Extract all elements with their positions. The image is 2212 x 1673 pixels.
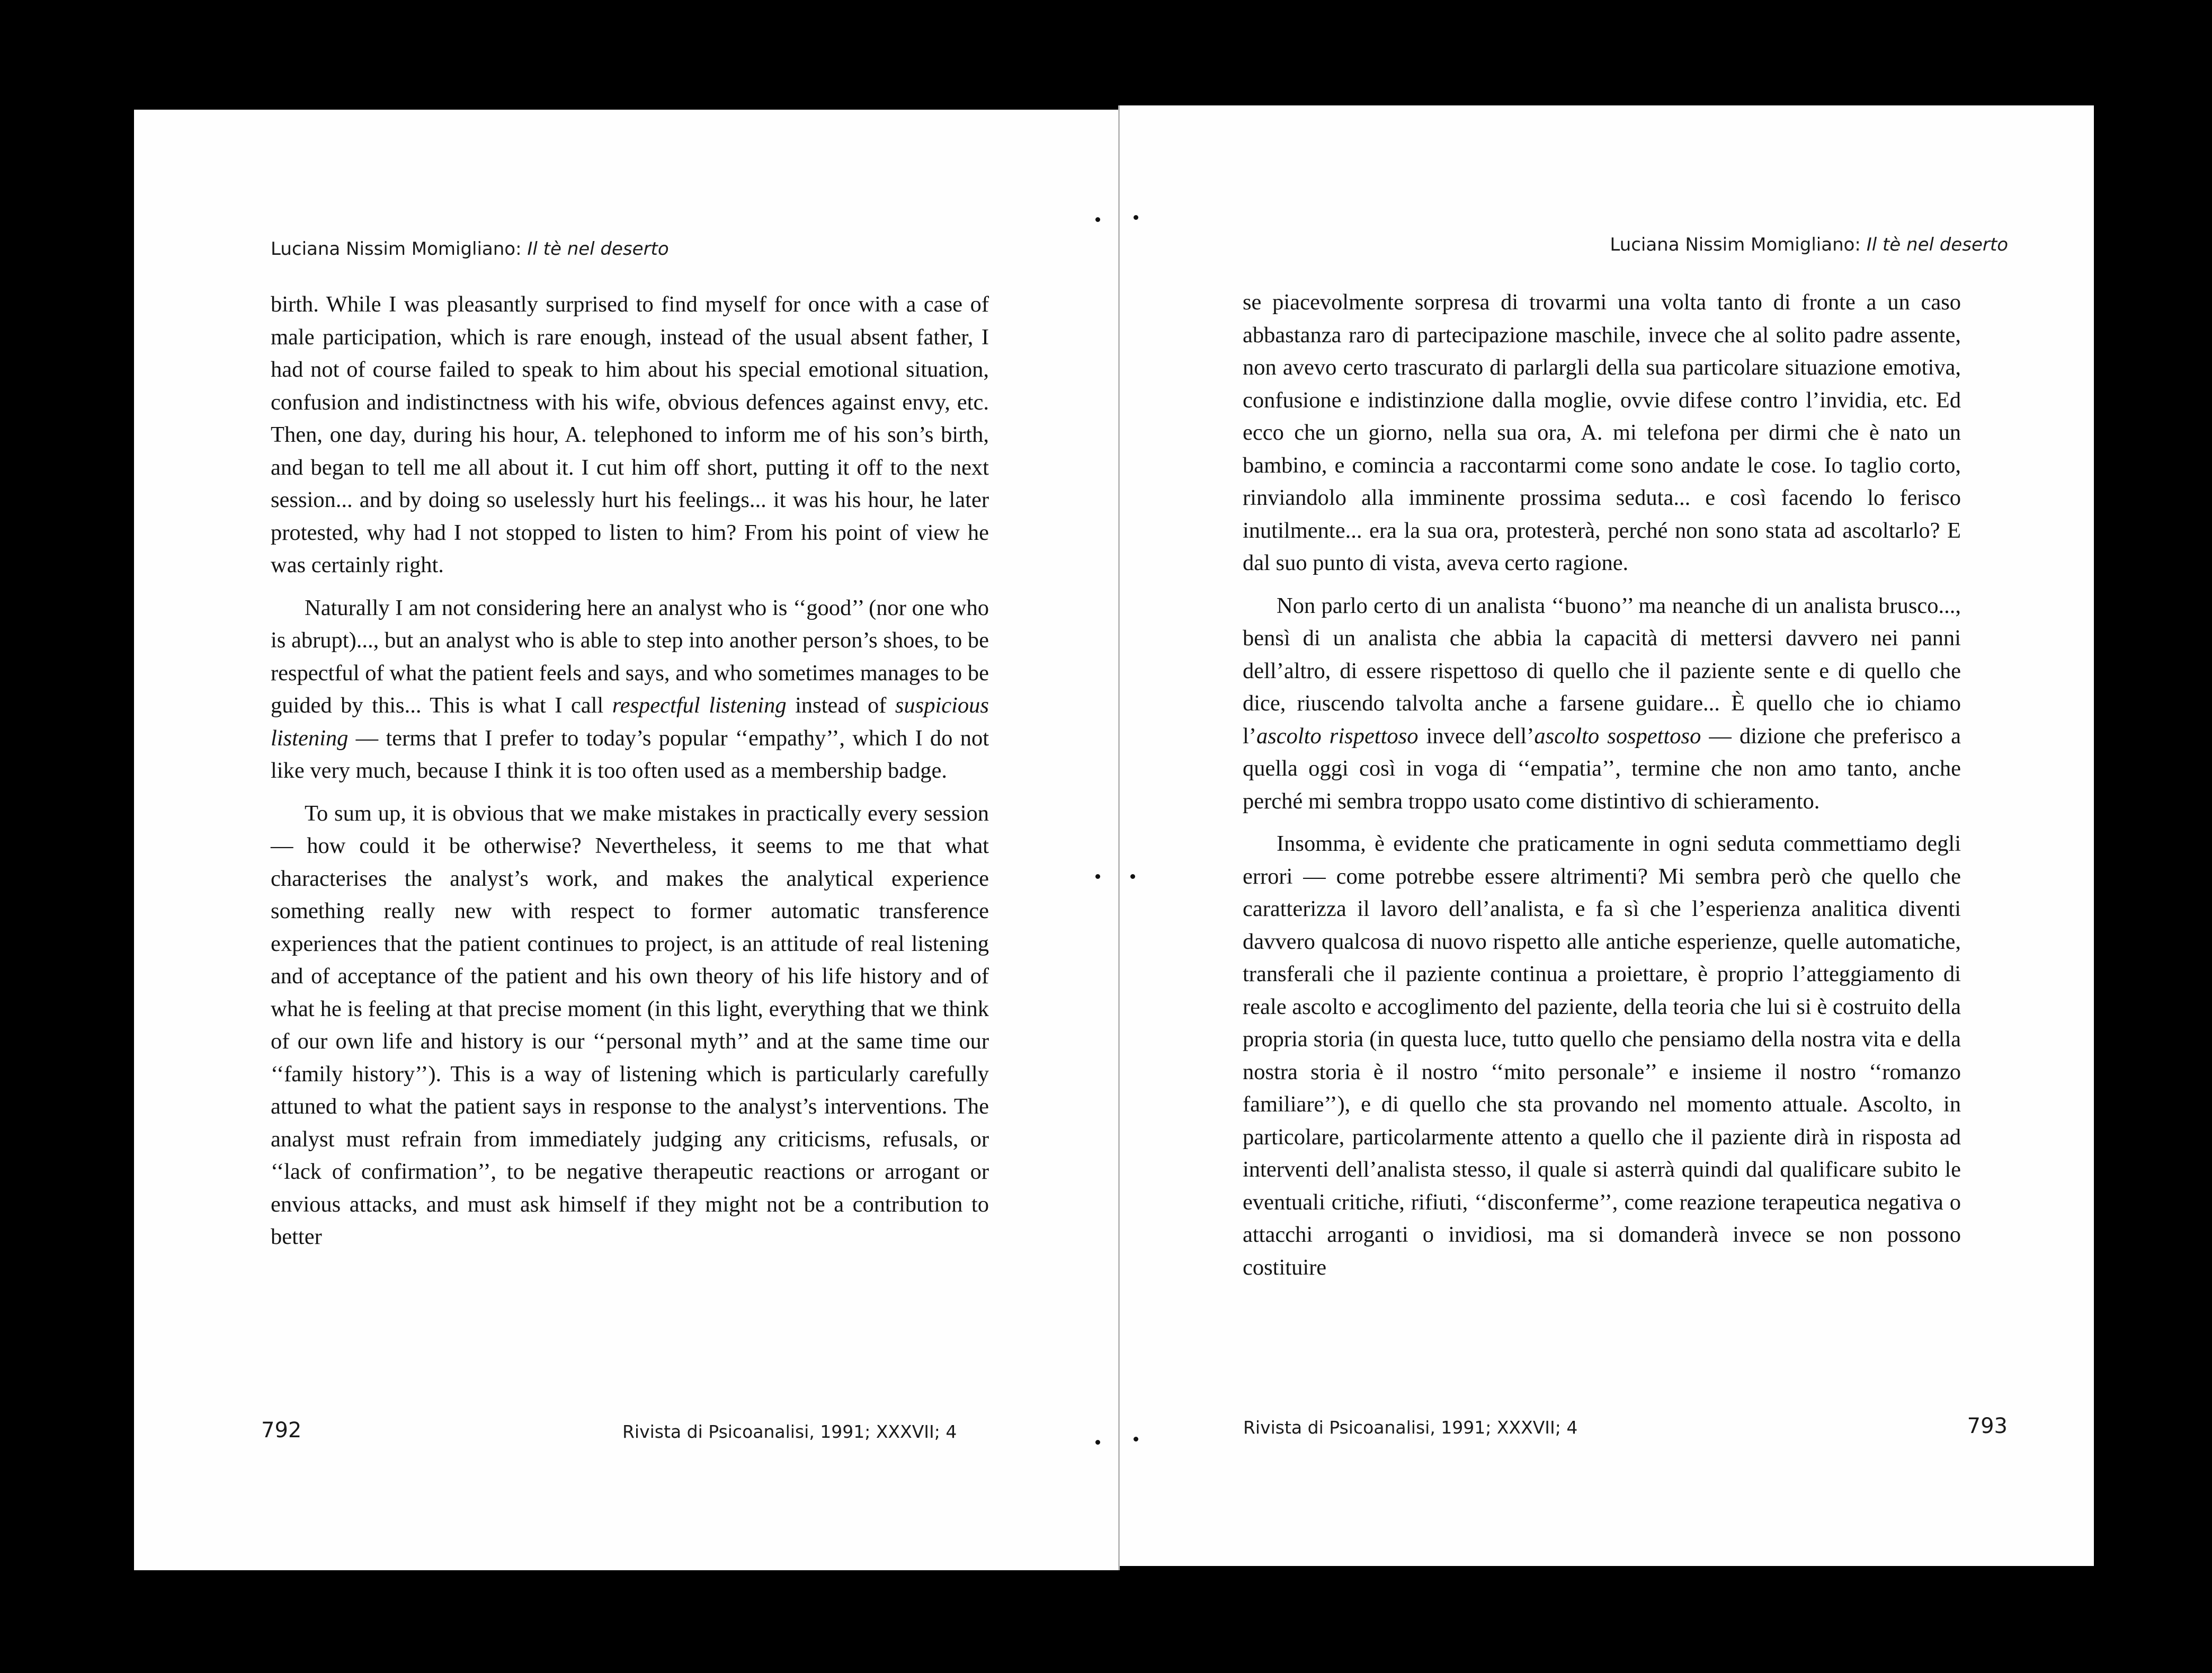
left-page xyxy=(134,110,1118,1570)
paragraph xyxy=(271,288,989,582)
binding-hole-mark xyxy=(1095,1440,1100,1445)
journal-citation-right: Rivista di Psicoanalisi, 1991; XXXVII; 4 xyxy=(1243,1417,1578,1438)
body-text-right xyxy=(1243,286,1961,1284)
running-head-title: Il tè nel deserto xyxy=(527,238,669,260)
text-run: — terms that I prefer to today’s popular ‘‘empathy’’, which I do not like very much, because I think it is too often used as a membership badge. xyxy=(271,725,989,783)
page-gutter xyxy=(1118,105,1120,1570)
binding-hole-mark xyxy=(1134,215,1138,220)
italic-term: suspicious listening xyxy=(271,693,989,751)
italic-term: ascolto sospettoso xyxy=(1534,723,1701,749)
binding-hole-mark xyxy=(1095,217,1100,222)
running-head-author: Luciana Nissim Momigliano: xyxy=(1610,234,1861,255)
binding-hole-mark xyxy=(1134,1437,1138,1441)
paragraph xyxy=(1243,590,1961,818)
text-run: instead of xyxy=(786,693,895,718)
right-page xyxy=(1118,105,2094,1566)
paragraph xyxy=(271,797,989,1253)
italic-term: respectful listening xyxy=(612,693,787,718)
text-run: To sum up, it is obvious that we make mistakes in practically every session — how could it be otherwise? Nevertheless, it seems to me that what characterises the analyst’s work, and makes the analytical experience something really new with respect to former automatic transference experiences that the patient continues to project, is an attitude of real listening and of acceptance of the patient and his own theory of his life history and of what he is feeling at that precise moment (in this light, everything that we think of our own life and history is our ‘‘personal myth’’ and at the same time our ‘‘family history’’). This is a way of listening which is particularly carefully attuned to what the patient says in response to the analyst’s interventions. The analyst must refrain from immediately judging any criticisms, refusals, or ‘‘lack of confirmation’’, to be negative therapeutic reactions or arrogant or envious attacks, and must ask himself if they might not be a contribution to better xyxy=(271,800,989,1249)
paragraph xyxy=(1243,827,1961,1284)
paragraph xyxy=(271,592,989,787)
running-head-right xyxy=(1610,234,2008,255)
text-run: se piacevolmente sorpresa di trovarmi una volta tanto di fronte a un caso abbastanza raro di partecipazione maschile, invece che al solito padre assente, non avevo certo trascurato di parlargli della sua particolare situazione emotiva, confusione e indistinzione dalla moglie, ovvie difese contro l’invidia, etc. Ed ecco che un giorno, nella sua ora, A. mi telefona per dirmi che è nato un bambino, e comincia a raccontarmi come sono andate le cose. Io taglio corto, rinviandolo alla imminente prossima seduta... e così facendo lo ferisco inutilmente... era la sua ora, protesterà, perché non sono stata ad ascoltarlo? E dal suo punto di vista, aveva certo ragione. xyxy=(1243,290,1961,575)
text-run: — dizione che preferisco a quella oggi così in voga di ‘‘empatia’’, termine che non amo tanto, anche perché mi sembra troppo usato come distintivo di schieramento. xyxy=(1243,723,1961,814)
text-run: birth. While I was pleasantly surprised to find myself for once with a case of male participation, which is rare enough, instead of the usual absent father, I had not of course failed to speak to him about his special emotional situation, confusion and indistinctness with his wife, obvious defences against envy, etc. Then, one day, during his hour, A. telephoned to inform me of his son’s birth, and began to tell me all about it. I cut him off short, putting it off to the next session... and by doing so uselessly hurt his feelings... it was his hour, he later protested, why had I not stopped to listen to him? From his point of view he was certainly right. xyxy=(271,292,989,577)
running-head-author: Luciana Nissim Momigliano: xyxy=(271,238,522,260)
page-number-right: 793 xyxy=(1967,1414,2008,1438)
text-run: Naturally I am not considering here an analyst who is ‘‘good’’ (nor one who is abrupt)..., but an analyst who is able to step into another person’s shoes, to be respectful of what the patient feels and says, and who sometimes manages to be guided by this... This is what I call xyxy=(271,595,989,718)
text-run: invece dell’ xyxy=(1418,723,1535,749)
text-run: Insomma, è evidente che praticamente in ogni seduta commettiamo degli errori — come potrebbe essere altrimenti? Mi sembra però che quello che caratterizza il lavoro dell’analista, e fa sì che l’esperienza analitica diventi davvero qualcosa di nuovo rispetto alle antiche esperienze, quelle automatiche, transferali che il paziente continua a proiettare, è proprio l’atteggiamento di reale ascolto e accoglimento del paziente, della teoria che lui si è costruito della propria storia (in questa luce, tutto quello che pensiamo della nostra vita e della nostra storia è il nostro ‘‘mito personale’’ e insieme il nostro ‘‘romanzo familiare’’), e di quello che sta provando nel momento attuale. Ascolto, in particolare, particolarmente attento a quello che il paziente dirà in risposta ad interventi dell’analista stesso, il quale si asterrà quindi dal qualificare subito le eventuali critiche, rifiuti, ‘‘disconferme’’, come reazione terapeutica negativa o attacchi arroganti o invidiosi, ma si domanderà invece se non possono costituire xyxy=(1243,831,1961,1280)
page-number-left: 792 xyxy=(261,1418,302,1443)
paragraph xyxy=(1243,286,1961,580)
binding-hole-mark xyxy=(1095,874,1100,879)
running-head-left xyxy=(271,238,669,260)
running-head-title: Il tè nel deserto xyxy=(1866,234,2008,255)
text-run: Non parlo certo di un analista ‘‘buono’’ ma neanche di un analista brusco..., bensì di un analista che abbia la capacità di mettersi davvero nei panni dell’altro, di essere rispettoso di quello che il paziente sente e di quello che dice, riuscendo talvolta anche a farsene guidare... È quello che io chiamo l’ xyxy=(1243,593,1961,749)
italic-term: ascolto rispettoso xyxy=(1256,723,1419,749)
body-text-left xyxy=(271,288,989,1253)
journal-citation-left: Rivista di Psicoanalisi, 1991; XXXVII; 4 xyxy=(622,1421,957,1442)
binding-hole-mark xyxy=(1130,874,1135,879)
